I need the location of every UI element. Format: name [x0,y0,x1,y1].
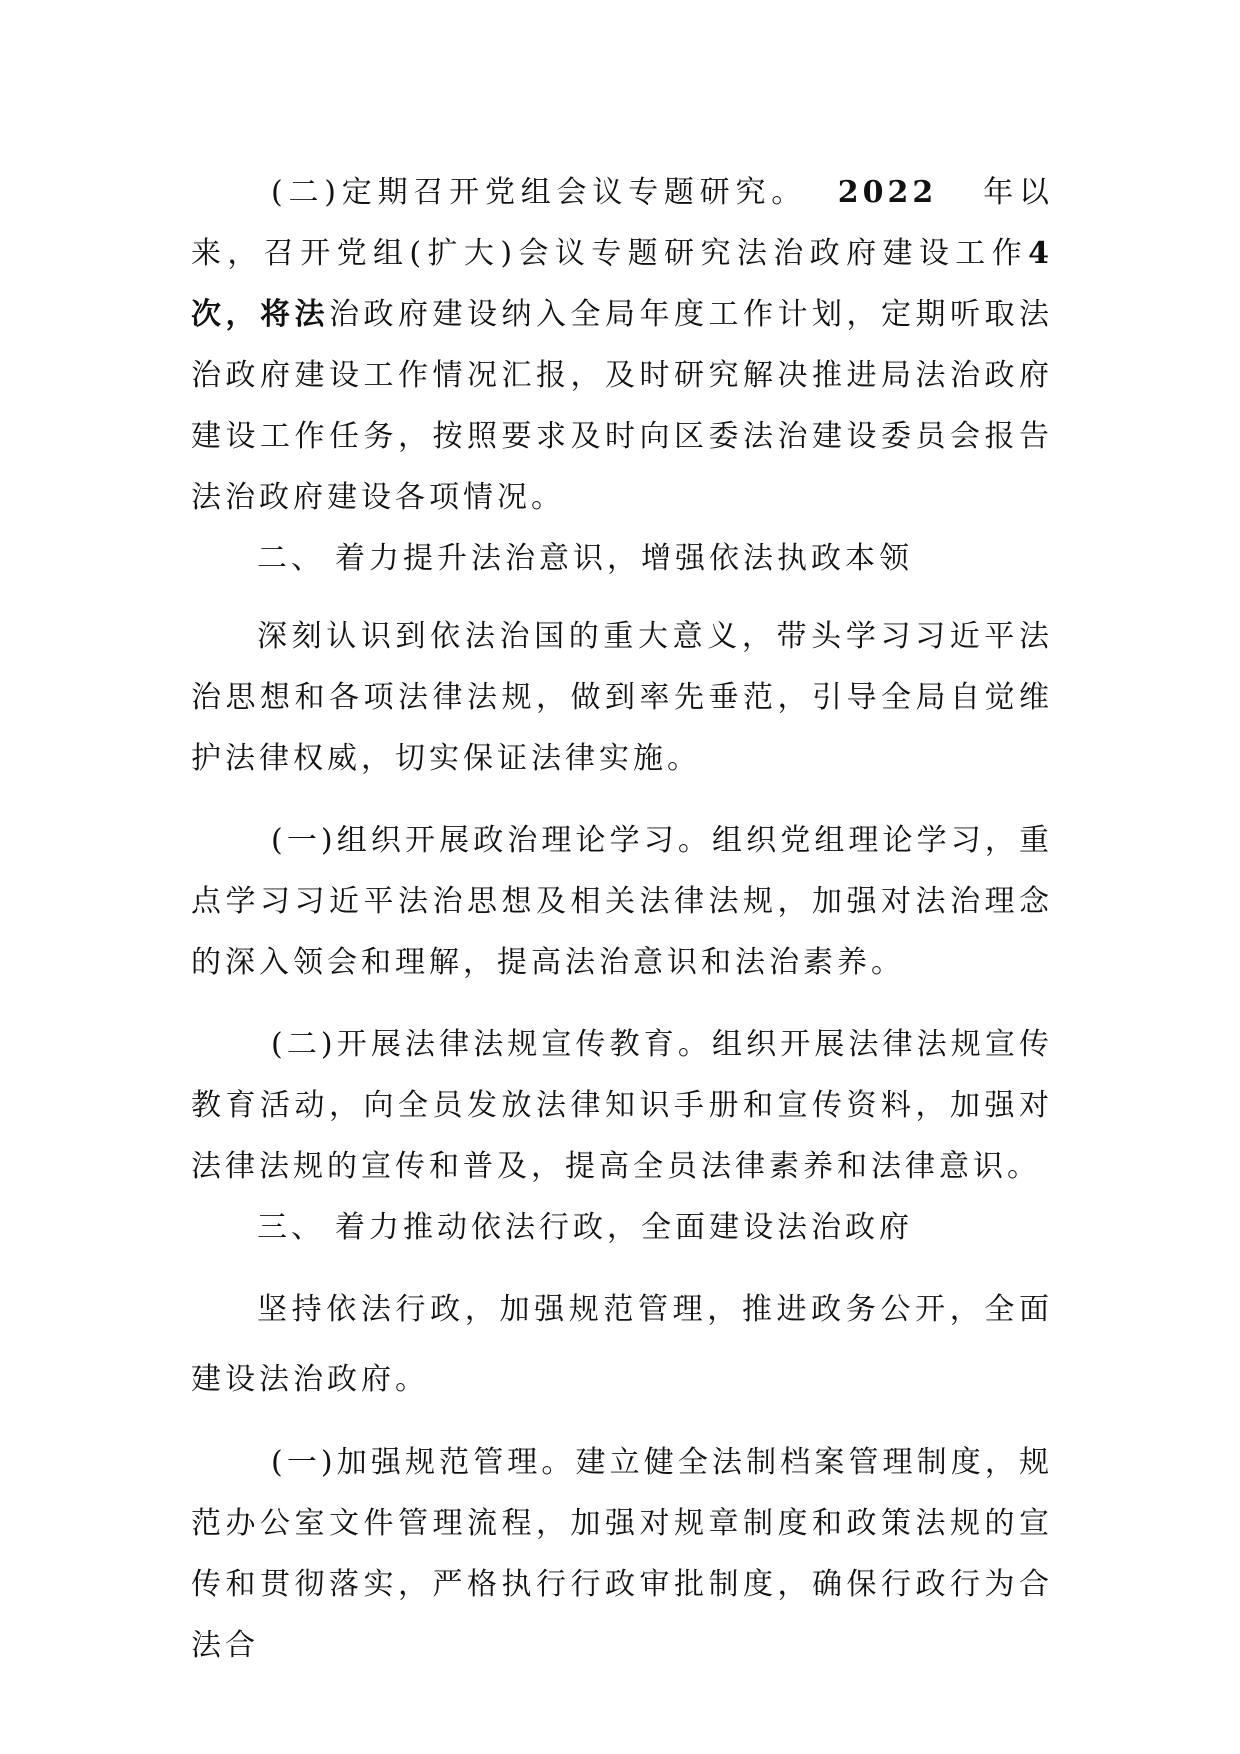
paragraph-middle: 年以来，召开党组(扩大)会议专题研究法治政府建设工作 [191,175,1053,271]
paragraph-party-meeting [191,162,1053,528]
year-number: 2022 [837,175,938,210]
section-title: 着力提升法治意识，增强依法执政本领 [335,541,913,576]
section-number: 二、 [257,541,325,576]
section-title: 着力推动依法行政，全面建设法治政府 [335,1210,913,1245]
section-heading-two [191,528,1053,589]
paragraph-legal-education: (二)开展法律法规宣传教育。组织开展法律法规宣传教育活动，向全员发放法律知识手册和宣传资料，加强对法律法规的宣传和普及，提高全员法律素养和法律意识。 [191,1027,1053,1184]
paragraph-standard-management: (一)加强规范管理。建立健全法制档案管理制度，规范办公室文件管理流程，加强对规章制度和政策法规的宣传和贯彻落实，严格执行行政审批制度，确保行政行为合法合 [191,1445,1053,1663]
paragraph-lead: (二)定期召开党组会议专题研究。 [271,175,808,210]
paragraph-administration: 坚持依法行政，加强规范管理，推进政务公开，全面建设法治政府。 [191,1292,1053,1397]
paragraph-awareness: 深刻认识到依法治国的重大意义，带头学习习近平法治思想和各项法律法规，做到率先垂范，引导全局自觉维护法律权威，切实保证法律实施。 [191,619,1053,776]
section-heading-three [191,1197,1053,1258]
meeting-count: 4次，将法 [191,236,1053,332]
section-number: 三、 [257,1210,325,1245]
paragraph-theory-study: (一)组织开展政治理论学习。组织党组理论学习，重点学习习近平法治思想及相关法律法规，加强对法治理念的深入领会和理解，提高法治意识和法治素养。 [191,823,1053,980]
document-body [191,162,1053,1676]
paragraph-tail: 治政府建设纳入全局年度工作计划，定期听取法治政府建设工作情况汇报，及时研究解决推进局法治政府建设工作任务，按照要求及时向区委法治建设委员会报告法治政府建设各项情况。 [191,297,1053,515]
